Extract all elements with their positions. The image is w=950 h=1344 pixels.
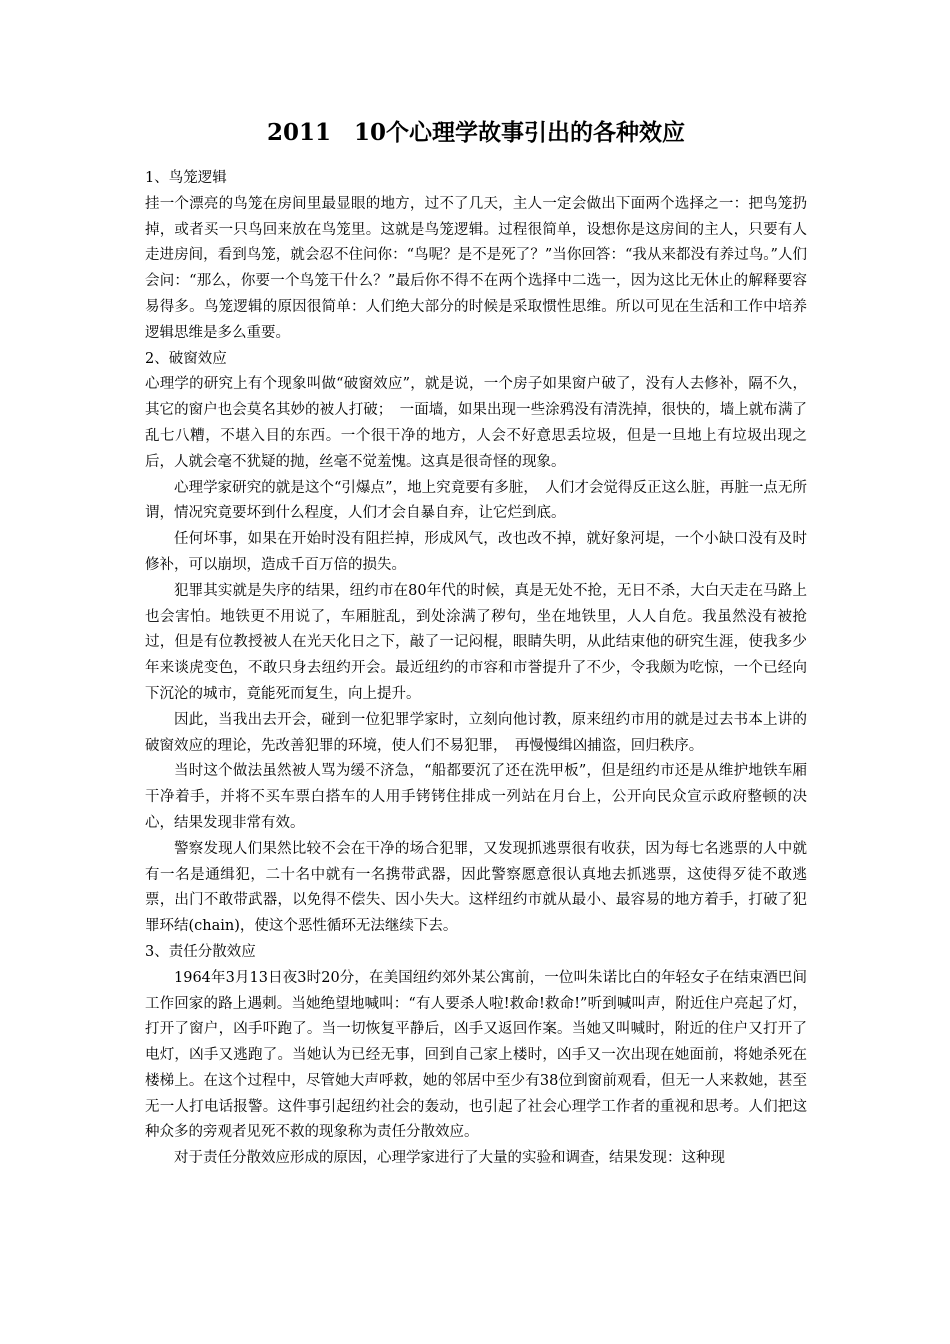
paragraph: 对于责任分散效应形成的原因，心理学家进行了大量的实验和调查，结果发现：这种现: [174, 1150, 725, 1167]
paragraph: 任何坏事，如果在开始时没有阻拦掉，形成风气，改也改不掉，就好象河堤，一个小缺口没有及时修补，可以崩坝，造成千百万倍的损失。: [145, 531, 807, 573]
paragraph: 心理学的研究上有个现象叫做“破窗效应”，就是说，一个房子如果窗户破了，没有人去修补，隔不久，其它的窗户也会莫名其妙的被人打破； 一面墙，如果出现一些涂鸦没有清洗掉，很快的，墙上就布满了乱七八糟，不堪入目的东西。一个很干净的地方，人会不好意思丢垃圾，但是一旦地上有垃圾出现之后，人就会毫不犹疑的抛，丝毫不觉羞愧。这真是很奇怪的现象。: [145, 376, 807, 470]
document-title: 2011 10个心理学故事引出的各种效应: [266, 119, 686, 146]
section-heading-1: 1、鸟笼逻辑: [145, 170, 227, 186]
document-body: [145, 166, 807, 1172]
paragraph: 因此，当我出去开会，碰到一位犯罪学家时，立刻向他讨教，原来纽约市用的就是过去书本上讲的破窗效应的理论，先改善犯罪的环境，使人们不易犯罪， 再慢慢缉凶捕盗，回归秩序。: [145, 711, 807, 754]
paragraph: 心理学家研究的就是这个“引爆点”，地上究竟要有多脏， 人们才会觉得反正这么脏，再脏一点无所谓，情况究竟要坏到什么程度，人们才会自暴自弃，让它烂到底。: [145, 479, 807, 522]
paragraph: 1964年3月13日夜3时20分，在美国纽约郊外某公寓前，一位叫朱诺比白的年轻女子在结束酒巴间工作回家的路上遇刺。当她绝望地喊叫：“有人要杀人啦!救命!救命!”听到喊叫声，附近住户亮起了灯，打开了窗户，凶手吓跑了。当一切恢复平静后，凶手又返回作案。当她又叫喊时，附近的住户又打开了电灯，凶手又逃跑了。当她认为已经无事，回到自己家上楼时，凶手又一次出现在她面前，将她杀死在楼梯上。在这个过程中，尽管她大声呼救，她的邻居中至少有38位到窗前观看，但无一人来救她，甚至无一人打电话报警。这件事引起纽约社会的轰动，也引起了社会心理学工作者的重视和思考。人们把这种众多的旁观者见死不救的现象称为责任分散效应。: [145, 969, 808, 1141]
section-heading-3: 3、责任分散效应: [145, 943, 256, 960]
paragraph: 挂一个漂亮的鸟笼在房间里最显眼的地方，过不了几天，主人一定会做出下面两个选择之一：把鸟笼扔掉，或者买一只鸟回来放在鸟笼里。这就是鸟笼逻辑。过程很简单，设想你是这房间的主人，只要有人走进房间，看到鸟笼，就会忍不住问你：“鸟呢？是不是死了？”当你回答：“我从来都没有养过鸟。”人们会问：“那么，你要一个鸟笼干什么？”最后你不得不在两个选择中二选一，因为这比无休止的解释要容易得多。鸟笼逻辑的原因很简单：人们绝大部分的时候是采取惯性思维。所以可见在生活和工作中培养逻辑思维是多么重要。: [145, 195, 807, 341]
paragraph: 当时这个做法虽然被人骂为缓不济急，“船都要沉了还在洗甲板”，但是纽约市还是从维护地铁车厢干净着手，并将不买车票白搭车的人用手铐铐住排成一列站在月台上，公开向民众宣示政府整顿的决心，结果发现非常有效。: [145, 763, 807, 831]
paragraph: 犯罪其实就是失序的结果，纽约市在80年代的时候，真是无处不抢，无日不杀，大白天走在马路上也会害怕。地铁更不用说了，车厢脏乱，到处涂满了秽句，坐在地铁里，人人自危。我虽然没有被抢过，但是有位教授被人在光天化日之下，敲了一记闷棍，眼睛失明，从此结束他的研究生涯，使我多少年来谈虎变色，不敢只身去纽约开会。最近纽约的市容和市誉提升了不少，令我颇为吃惊，一个已经向下沉沦的城市，竟能死而复生，向上提升。: [145, 582, 807, 702]
section-heading-2: 2、破窗效应: [145, 350, 227, 367]
paragraph: 警察发现人们果然比较不会在干净的场合犯罪，又发现抓逃票很有收获，因为每七名逃票的人中就有一名是通缉犯，二十名中就有一名携带武器，因此警察愿意很认真地去抓逃票，这使得歹徒不敢逃票，出门不敢带武器，以免得不偿失、因小失大。这样纽约市就从最小、最容易的地方着手，打破了犯罪环结(chain)，使这个恶性循环无法继续下去。: [145, 840, 807, 935]
